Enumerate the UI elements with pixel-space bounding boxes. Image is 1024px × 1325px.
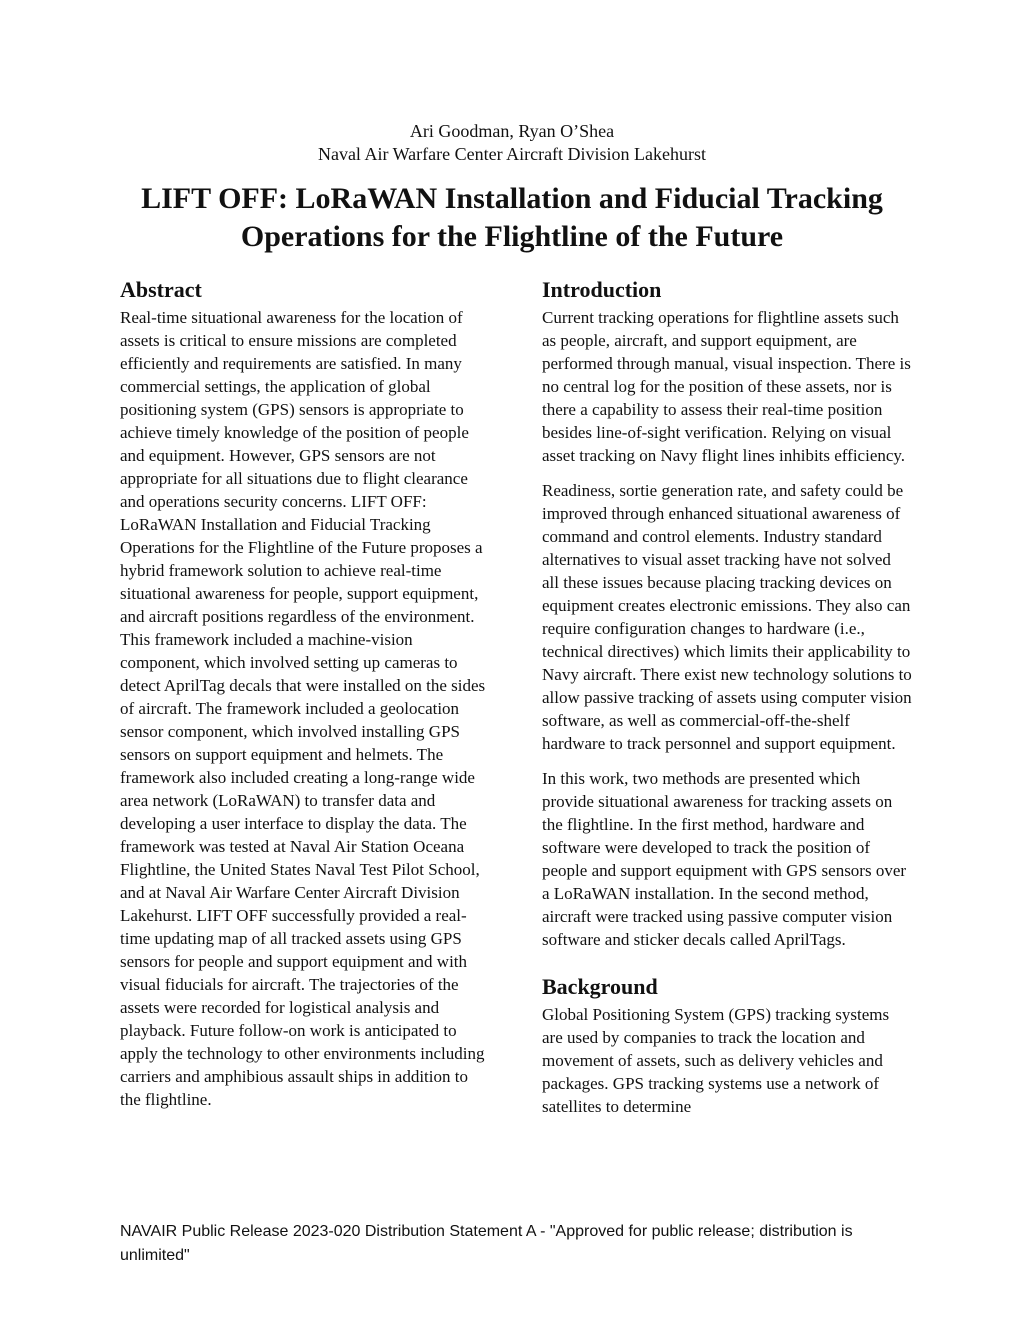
right-column	[542, 276, 912, 1118]
distribution-statement-footer: NAVAIR Public Release 2023-020 Distribution Statement A - "Approved for public release; distribution is unlimited"	[120, 1223, 853, 1264]
paper-title	[0, 180, 1024, 256]
introduction-paragraph-2: Readiness, sortie generation rate, and safety could be improved through enhanced situational awareness of command and control elements. Industry standard alternatives to visual asset tracking have not solved all these issues because placing tracking devices on equipment creates electronic emissions. They also can require configuration changes to hardware (i.e., technical directives) which limits their applicability to Navy aircraft. There exist new technology solutions to allow passive tracking of assets using computer vision software, as well as commercial-off-the-shelf hardware to track personnel and support equipment.	[542, 481, 912, 753]
background-heading: Background	[542, 974, 658, 999]
introduction-paragraph-1: Current tracking operations for flightline assets such as people, aircraft, and support equipment, are performed through manual, visual inspection. There is no central log for the position of these assets, nor is there a capability to assess their real-time position besides line-of-sight verification. Relying on visual asset tracking on Navy flight lines inhibits efficiency.	[542, 308, 911, 465]
background-paragraph-1: Global Positioning System (GPS) tracking systems are used by companies to track the location and movement of assets, such as delivery vehicles and packages. GPS tracking systems use a network of satellites to determine	[542, 1005, 890, 1116]
paper-title-line-2: Operations for the Flightline of the Future	[240, 220, 784, 253]
introduction-heading: Introduction	[542, 277, 662, 302]
abstract-text: Real-time situational awareness for the location of assets is critical to ensure missions are completed efficiently and requirements are satisfied. In many commercial settings, the application of global positioning system (GPS) sensors is appropriate to achieve timely knowledge of the position of people and equipment. However, GPS sensors are not appropriate for all situations due to flight clearance and operations security concerns. LIFT OFF: LoRaWAN Installation and Fiducial Tracking Operations for the Flightline of the Future proposes a hybrid framework solution to achieve real-time situational awareness for people, support equipment, and aircraft positions regardless of the environment. This framework included a machine-vision component, which involved setting up cameras to detect AprilTag decals that were installed on the sides of aircraft. The framework included a geolocation sensor component, which involved installing GPS sensors on support equipment and helmets. The framework also included creating a long-range wide area network (LoRaWAN) to transfer data and developing a user interface to display the data. The framework was tested at Naval Air Station Oceana Flightline, the United States Naval Test Pilot School, and at Naval Air Warfare Center Aircraft Division Lakehurst. LIFT OFF successfully provided a real-time updating map of all tracked assets using GPS sensors for people and support equipment and with visual fiducials for aircraft. The trajectories of the assets were recorded for logistical analysis and playback. Future follow-on work is anticipated to apply the technology to other environments including carriers and amphibious assault ships in addition to the flightline.	[120, 308, 486, 1109]
paper-title-line-1: LIFT OFF: LoRaWAN Installation and Fiducial Tracking	[141, 182, 883, 215]
author-block	[0, 120, 1024, 166]
left-column	[120, 276, 490, 1111]
abstract-heading: Abstract	[120, 277, 202, 302]
introduction-paragraph-3: In this work, two methods are presented which provide situational awareness for tracking assets on the flightline. In the first method, hardware and software were developed to track the position of people and support equipment with GPS sensors over a LoRaWAN installation. In the second method, aircraft were tracked using passive computer vision software and sticker decals called AprilTags.	[542, 769, 907, 949]
author-names: Ari Goodman, Ryan O’Shea	[409, 121, 615, 141]
author-affiliation: Naval Air Warfare Center Aircraft Division Lakehurst	[317, 144, 707, 164]
